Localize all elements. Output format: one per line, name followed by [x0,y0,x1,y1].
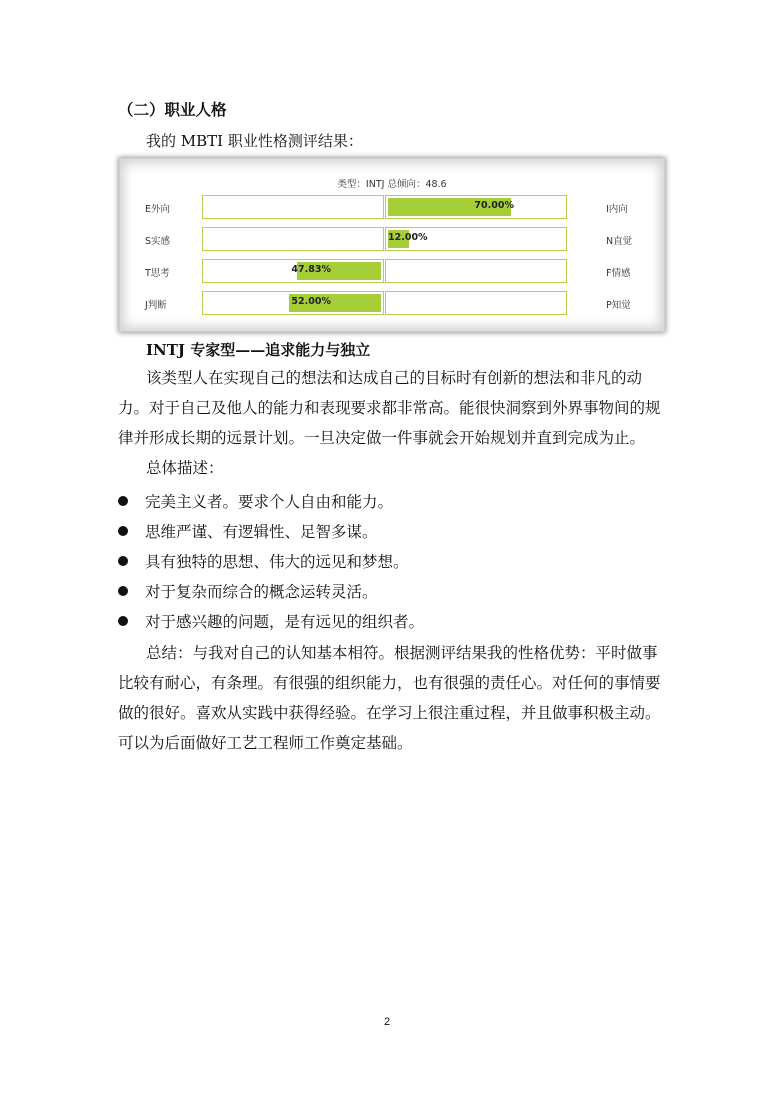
mbti-left-label: E外向 [145,204,171,215]
summary-line: 比较有耐心，有条理。有很强的组织能力，也有很强的责任心。对任何的事情要 [118,674,661,692]
mbti-type-title: 类型：INTJ 总倾向：48.6 [337,179,447,190]
bullet-text: 完美主义者。要求个人自由和能力。 [145,493,394,511]
mbti-row-tf [120,259,664,283]
description-line: 该类型人在实现自己的想法和达成自己的目标时有创新的想法和非凡的动 [146,369,643,387]
mbti-right-box [385,195,567,219]
mbti-right-box [385,227,567,251]
description-paragraph [118,363,663,453]
bullet-item [118,490,393,512]
mbti-left-label: S实感 [145,236,171,247]
bullet-item [118,550,409,572]
summary-line: 可以为后面做好工艺工程师工作奠定基础。 [118,734,413,752]
bullet-item [118,610,424,632]
bullet-text: 对于复杂而综合的概念运转灵活。 [145,583,378,601]
bullet-text: 对于感兴趣的问题，是有远见的组织者。 [145,613,425,631]
mbti-result-figure [120,159,664,331]
bullet-text: 思维严谨、有逻辑性、足智多谋。 [145,523,378,541]
mbti-left-box [202,291,384,315]
bullet-dot-icon [118,526,128,536]
section-heading: （二）职业人格 [118,101,227,119]
mbti-left-label: J判断 [145,300,167,311]
bullet-dot-icon [118,616,128,626]
intro-text: 我的 MBTI 职业性格测评结果： [146,132,363,150]
summary-line: 总结：与我对自己的认知基本相符。根据测评结果我的性格优势：平时做事 [146,644,658,662]
overall-label: 总体描述： [146,459,224,477]
mbti-row-ei [120,195,664,219]
mbti-value-label: 47.83% [291,264,331,275]
mbti-row-jp [120,291,664,315]
mbti-row-sn [120,227,664,251]
description-line: 力。对于自己及他人的能力和表现要求都非常高。能很快洞察到外界事物间的规 [118,399,661,417]
mbti-value-label: 12.00% [388,232,428,243]
mbti-value-label: 52.00% [291,296,331,307]
mbti-right-box [385,291,567,315]
mbti-left-box [202,195,384,219]
page-number: 2 [383,1016,391,1028]
mbti-right-label: N直觉 [606,236,633,247]
mbti-left-box [202,227,384,251]
mbti-right-label: F情感 [606,268,631,279]
bullet-dot-icon [118,496,128,506]
bullet-text: 具有独特的思想、伟大的远见和梦想。 [145,553,409,571]
type-subtitle: INTJ 专家型——追求能力与独立 [146,341,371,359]
bullet-item [118,580,378,602]
mbti-left-label: T思考 [145,268,170,279]
bullet-item [118,520,378,542]
description-line: 律并形成长期的远景计划。一旦决定做一件事就会开始规划并直到完成为止。 [118,429,646,447]
mbti-value-label: 70.00% [474,200,514,211]
bullet-dot-icon [118,556,128,566]
mbti-right-box [385,259,567,283]
summary-paragraph [118,638,663,758]
mbti-right-label: I内向 [606,204,628,215]
mbti-left-box [202,259,384,283]
mbti-right-label: P知觉 [606,300,631,311]
bullet-dot-icon [118,586,128,596]
summary-line: 做的很好。喜欢从实践中获得经验。在学习上很注重过程，并且做事积极主动。 [118,704,661,722]
